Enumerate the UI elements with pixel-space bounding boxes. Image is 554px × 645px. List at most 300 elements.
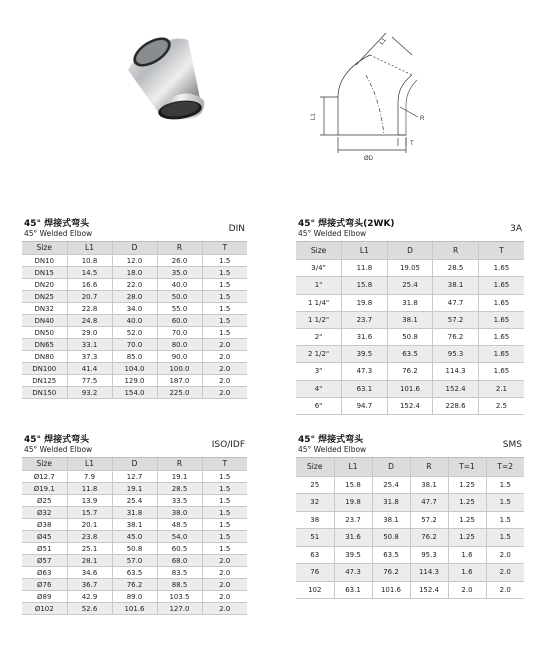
table-cell: 2"	[296, 328, 342, 345]
table-cell: 2.0	[202, 387, 247, 399]
table-cell: 51	[296, 529, 334, 547]
iso-title-cn: 45° 焊接式弯头	[24, 435, 90, 445]
table-cell: 114.3	[433, 363, 479, 380]
table-cell: Ø12.7	[22, 471, 67, 483]
table-cell: 104.0	[112, 363, 157, 375]
din-heading	[22, 219, 247, 241]
table-cell: 10.8	[67, 255, 112, 267]
table-row	[22, 531, 247, 543]
table-cell: 33.5	[157, 495, 202, 507]
table-cell: Ø102	[22, 603, 67, 615]
table-row	[22, 471, 247, 483]
table-row	[22, 339, 247, 351]
table-cell: 70.0	[157, 327, 202, 339]
column-header: R	[410, 458, 448, 477]
table-cell: 228.6	[433, 397, 479, 414]
a3-table	[296, 241, 524, 415]
table-cell: 1.5	[202, 495, 247, 507]
drawing-label-l1-left: L1	[311, 113, 317, 120]
table-cell: 28.0	[112, 291, 157, 303]
iso-section	[22, 435, 247, 615]
table-cell: 19.05	[387, 260, 433, 277]
a3-title-en: 45° Welded Elbow	[298, 229, 367, 238]
table-row	[296, 277, 524, 294]
iso-title-en: 45° Welded Elbow	[24, 445, 93, 454]
drawing-label-thickness: T	[410, 141, 414, 147]
table-cell: 60.5	[157, 543, 202, 555]
table-cell: 1.25	[448, 529, 486, 547]
table-cell: DN65	[22, 339, 67, 351]
table-cell: 1.5	[202, 507, 247, 519]
table-cell: 19.1	[112, 483, 157, 495]
table-cell: 85.0	[112, 351, 157, 363]
din-table	[22, 241, 247, 399]
table-row	[22, 375, 247, 387]
table-cell: 1.5	[202, 519, 247, 531]
table-cell: 16.6	[67, 279, 112, 291]
table-cell: 2.0	[448, 581, 486, 599]
table-cell: 1.5	[202, 303, 247, 315]
table-cell: 38.1	[387, 311, 433, 328]
table-cell: 18.0	[112, 267, 157, 279]
table-cell: DN80	[22, 351, 67, 363]
table-cell: 68.0	[157, 555, 202, 567]
sms-title-cn: 45° 焊接式弯头	[298, 435, 364, 445]
table-cell: 45.0	[112, 531, 157, 543]
table-cell: 83.5	[157, 567, 202, 579]
table-cell: 1 1/2"	[296, 311, 342, 328]
table-cell: 2.0	[202, 603, 247, 615]
table-cell: 4"	[296, 380, 342, 397]
table-cell: 80.0	[157, 339, 202, 351]
table-cell: 31.8	[112, 507, 157, 519]
table-row	[296, 476, 524, 494]
table-cell: 29.0	[67, 327, 112, 339]
iso-standard-label: ISO/IDF	[211, 440, 245, 450]
iso-table	[22, 457, 247, 615]
table-cell: 52.6	[67, 603, 112, 615]
table-cell: 1.65	[478, 260, 524, 277]
table-cell: 1.65	[478, 277, 524, 294]
table-cell: 41.4	[67, 363, 112, 375]
table-cell: Ø45	[22, 531, 67, 543]
table-row	[296, 581, 524, 599]
table-cell: DN100	[22, 363, 67, 375]
table-row	[22, 255, 247, 267]
a3-standard-label: 3A	[510, 224, 522, 234]
table-cell: 1.5	[486, 511, 524, 529]
table-cell: 19.8	[342, 294, 388, 311]
a3-section	[296, 219, 524, 415]
column-header: R	[157, 242, 202, 255]
table-row	[22, 327, 247, 339]
table-cell: 89.0	[112, 591, 157, 603]
table-cell: 32	[296, 494, 334, 512]
table-cell: 42.9	[67, 591, 112, 603]
table-cell: 77.5	[67, 375, 112, 387]
a3-title-cn: 45° 焊接式弯头(2WK)	[298, 219, 395, 229]
table-row	[296, 380, 524, 397]
table-cell: 31.6	[334, 529, 372, 547]
table-row	[296, 564, 524, 582]
table-row	[22, 387, 247, 399]
table-header-row	[22, 458, 247, 471]
table-cell: 57.0	[112, 555, 157, 567]
table-cell: 2.0	[202, 351, 247, 363]
table-cell: 28.1	[67, 555, 112, 567]
table-cell: 1.5	[202, 531, 247, 543]
table-cell: 25.4	[387, 277, 433, 294]
table-row	[296, 260, 524, 277]
table-row	[22, 291, 247, 303]
table-cell: 127.0	[157, 603, 202, 615]
table-row	[296, 511, 524, 529]
table-cell: 23.7	[342, 311, 388, 328]
table-cell: DN125	[22, 375, 67, 387]
column-header: D	[372, 458, 410, 477]
table-cell: 14.5	[67, 267, 112, 279]
table-cell: 25	[296, 476, 334, 494]
table-row	[296, 346, 524, 363]
table-cell: 47.3	[342, 363, 388, 380]
table-row	[22, 555, 247, 567]
table-cell: 37.3	[67, 351, 112, 363]
table-cell: 2.0	[202, 579, 247, 591]
table-cell: 1.5	[202, 483, 247, 495]
table-cell: 1.5	[202, 327, 247, 339]
table-cell: 11.8	[342, 260, 388, 277]
table-row	[296, 363, 524, 380]
table-cell: 25.4	[112, 495, 157, 507]
table-cell: 50.8	[112, 543, 157, 555]
table-cell: 19.8	[334, 494, 372, 512]
table-cell: 1.5	[202, 543, 247, 555]
din-standard-label: DIN	[228, 224, 245, 234]
elbow-technical-drawing	[300, 25, 460, 180]
table-cell: 12.7	[112, 471, 157, 483]
table-cell: 25.1	[67, 543, 112, 555]
table-cell: 2.0	[486, 581, 524, 599]
table-cell: 50.0	[157, 291, 202, 303]
din-title-en: 45° Welded Elbow	[24, 229, 93, 238]
table-cell: 20.7	[67, 291, 112, 303]
table-cell: 25.4	[372, 476, 410, 494]
table-cell: 129.0	[112, 375, 157, 387]
table-cell: 1.6	[448, 564, 486, 582]
table-cell: 22.0	[112, 279, 157, 291]
table-cell: 100.0	[157, 363, 202, 375]
table-cell: 60.0	[157, 315, 202, 327]
table-cell: 1"	[296, 277, 342, 294]
table-row	[22, 507, 247, 519]
table-row	[22, 279, 247, 291]
table-cell: Ø57	[22, 555, 67, 567]
table-row	[296, 328, 524, 345]
table-cell: 1.5	[202, 279, 247, 291]
table-cell: 15.7	[67, 507, 112, 519]
table-cell: 63	[296, 546, 334, 564]
table-row	[22, 483, 247, 495]
table-cell: 2.0	[202, 363, 247, 375]
table-row	[22, 543, 247, 555]
column-header: T	[478, 242, 524, 260]
table-cell: Ø32	[22, 507, 67, 519]
table-cell: 39.5	[342, 346, 388, 363]
table-cell: 47.7	[433, 294, 479, 311]
drawing-label-radius: R	[420, 116, 425, 122]
table-cell: 13.9	[67, 495, 112, 507]
table-cell: 1.5	[202, 315, 247, 327]
table-cell: 95.3	[410, 546, 448, 564]
column-header: R	[433, 242, 479, 260]
table-cell: 225.0	[157, 387, 202, 399]
table-cell: 55.0	[157, 303, 202, 315]
column-header: Size	[22, 242, 67, 255]
table-row	[22, 579, 247, 591]
table-cell: 1.25	[448, 511, 486, 529]
table-cell: 39.5	[334, 546, 372, 564]
table-row	[296, 311, 524, 328]
table-cell: 63.5	[112, 567, 157, 579]
table-cell: DN20	[22, 279, 67, 291]
table-cell: 54.0	[157, 531, 202, 543]
table-row	[22, 519, 247, 531]
table-cell: 1.5	[202, 471, 247, 483]
table-cell: 22.8	[67, 303, 112, 315]
table-cell: Ø63	[22, 567, 67, 579]
table-cell: 38	[296, 511, 334, 529]
table-cell: 1.6	[448, 546, 486, 564]
table-cell: 101.6	[387, 380, 433, 397]
table-cell: 15.8	[334, 476, 372, 494]
table-cell: 12.0	[112, 255, 157, 267]
table-cell: 31.8	[387, 294, 433, 311]
table-cell: 152.4	[433, 380, 479, 397]
table-cell: 1.5	[202, 255, 247, 267]
column-header: L1	[67, 242, 112, 255]
column-header: L1	[342, 242, 388, 260]
table-cell: 38.1	[112, 519, 157, 531]
table-cell: Ø51	[22, 543, 67, 555]
table-cell: 35.0	[157, 267, 202, 279]
column-header: R	[157, 458, 202, 471]
table-cell: 2 1/2"	[296, 346, 342, 363]
table-cell: 2.1	[478, 380, 524, 397]
table-header-row	[296, 242, 524, 260]
a3-heading	[296, 219, 524, 241]
table-cell: 38.1	[433, 277, 479, 294]
column-header: Size	[296, 242, 342, 260]
table-cell: Ø89	[22, 591, 67, 603]
table-cell: 152.4	[387, 397, 433, 414]
table-cell: Ø25	[22, 495, 67, 507]
table-cell: 28.5	[433, 260, 479, 277]
table-cell: 47.3	[334, 564, 372, 582]
table-row	[22, 303, 247, 315]
table-cell: Ø19.1	[22, 483, 67, 495]
table-cell: 1.65	[478, 346, 524, 363]
table-row	[22, 495, 247, 507]
table-cell: 38.1	[372, 511, 410, 529]
din-section	[22, 219, 247, 399]
table-cell: 101.6	[372, 581, 410, 599]
column-header: T	[202, 242, 247, 255]
table-cell: 63.1	[342, 380, 388, 397]
table-cell: 26.0	[157, 255, 202, 267]
table-cell: 1.5	[486, 476, 524, 494]
table-row	[296, 494, 524, 512]
table-cell: 6"	[296, 397, 342, 414]
table-cell: 1.5	[202, 267, 247, 279]
table-cell: 33.1	[67, 339, 112, 351]
drawing-label-l1-top: L1	[378, 37, 388, 47]
table-cell: 63.5	[387, 346, 433, 363]
table-cell: 94.7	[342, 397, 388, 414]
column-header: T	[202, 458, 247, 471]
drawing-label-diameter: ØD	[364, 156, 373, 162]
table-row	[22, 567, 247, 579]
column-header: L1	[67, 458, 112, 471]
table-cell: 1.5	[202, 291, 247, 303]
din-title-cn: 45° 焊接式弯头	[24, 219, 90, 229]
table-cell: DN15	[22, 267, 67, 279]
table-cell: 31.8	[372, 494, 410, 512]
column-header: D	[387, 242, 433, 260]
table-row	[296, 529, 524, 547]
table-row	[296, 546, 524, 564]
table-cell: 1 1/4"	[296, 294, 342, 311]
table-cell: 1.5	[486, 529, 524, 547]
iso-heading	[22, 435, 247, 457]
table-cell: Ø76	[22, 579, 67, 591]
table-cell: 103.5	[157, 591, 202, 603]
table-cell: 15.8	[342, 277, 388, 294]
table-cell: 90.0	[157, 351, 202, 363]
table-cell: 101.6	[112, 603, 157, 615]
table-cell: 34.6	[67, 567, 112, 579]
table-cell: 34.0	[112, 303, 157, 315]
table-cell: 2.0	[202, 591, 247, 603]
table-cell: 57.2	[410, 511, 448, 529]
table-cell: 1.65	[478, 328, 524, 345]
table-cell: 114.3	[410, 564, 448, 582]
table-cell: 19.1	[157, 471, 202, 483]
table-cell: 154.0	[112, 387, 157, 399]
sms-title-en: 45° Welded Elbow	[298, 445, 367, 454]
table-cell: 76.2	[387, 363, 433, 380]
table-cell: 50.8	[387, 328, 433, 345]
table-cell: 23.8	[67, 531, 112, 543]
table-row	[296, 397, 524, 414]
table-cell: DN10	[22, 255, 67, 267]
table-cell: 20.1	[67, 519, 112, 531]
column-header: Size	[296, 458, 334, 477]
table-cell: 1.65	[478, 294, 524, 311]
table-row	[296, 294, 524, 311]
table-cell: 1.25	[448, 476, 486, 494]
table-cell: 2.5	[478, 397, 524, 414]
table-cell: 1.65	[478, 363, 524, 380]
table-cell: 38.1	[410, 476, 448, 494]
table-row	[22, 363, 247, 375]
table-cell: 76.2	[372, 564, 410, 582]
table-cell: 52.0	[112, 327, 157, 339]
table-cell: 1.25	[448, 494, 486, 512]
table-cell: 11.8	[67, 483, 112, 495]
table-cell: 36.7	[67, 579, 112, 591]
table-cell: 40.0	[112, 315, 157, 327]
column-header: T=2	[486, 458, 524, 477]
table-cell: 48.5	[157, 519, 202, 531]
table-cell: 50.8	[372, 529, 410, 547]
table-cell: 102	[296, 581, 334, 599]
table-cell: 57.2	[433, 311, 479, 328]
sms-heading	[296, 435, 524, 457]
table-cell: 95.3	[433, 346, 479, 363]
table-cell: 7.9	[67, 471, 112, 483]
sms-section	[296, 435, 524, 599]
table-cell: 28.5	[157, 483, 202, 495]
table-cell: 2.0	[486, 564, 524, 582]
table-cell: 93.2	[67, 387, 112, 399]
column-header: Size	[22, 458, 67, 471]
table-cell: 47.7	[410, 494, 448, 512]
table-row	[22, 351, 247, 363]
column-header: D	[112, 242, 157, 255]
table-cell: 76.2	[112, 579, 157, 591]
table-cell: 1.65	[478, 311, 524, 328]
table-row	[22, 267, 247, 279]
column-header: D	[112, 458, 157, 471]
table-cell: 187.0	[157, 375, 202, 387]
table-cell: 1.5	[486, 494, 524, 512]
table-cell: 3/4"	[296, 260, 342, 277]
table-cell: 2.0	[202, 375, 247, 387]
table-cell: 2.0	[202, 339, 247, 351]
table-cell: DN150	[22, 387, 67, 399]
table-cell: DN32	[22, 303, 67, 315]
table-cell: 88.5	[157, 579, 202, 591]
table-cell: 76.2	[433, 328, 479, 345]
table-cell: 2.0	[202, 555, 247, 567]
table-cell: 63.5	[372, 546, 410, 564]
table-cell: 76.2	[410, 529, 448, 547]
table-cell: 2.0	[486, 546, 524, 564]
table-header-row	[296, 458, 524, 477]
sms-table	[296, 457, 524, 599]
elbow-product-photo	[100, 30, 230, 130]
table-cell: 3"	[296, 363, 342, 380]
table-row	[22, 315, 247, 327]
table-row	[22, 603, 247, 615]
column-header: L1	[334, 458, 372, 477]
table-cell: DN25	[22, 291, 67, 303]
table-cell: 23.7	[334, 511, 372, 529]
table-header-row	[22, 242, 247, 255]
table-row	[22, 591, 247, 603]
table-cell: 63.1	[334, 581, 372, 599]
table-cell: 40.0	[157, 279, 202, 291]
sms-standard-label: SMS	[502, 440, 522, 450]
table-cell: 2.0	[202, 567, 247, 579]
table-cell: DN50	[22, 327, 67, 339]
table-cell: 24.8	[67, 315, 112, 327]
table-cell: 70.0	[112, 339, 157, 351]
table-cell: DN40	[22, 315, 67, 327]
table-cell: 38.0	[157, 507, 202, 519]
column-header: T=1	[448, 458, 486, 477]
table-cell: 152.4	[410, 581, 448, 599]
